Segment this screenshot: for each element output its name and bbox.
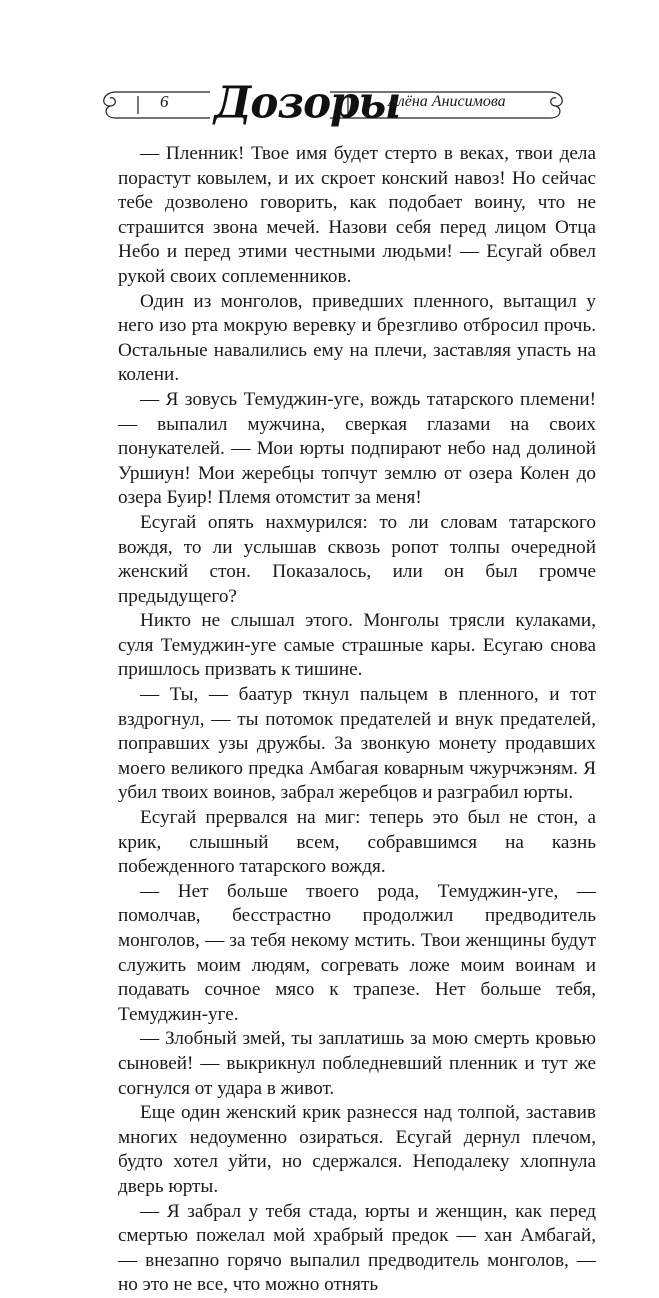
running-header [98,76,566,132]
paragraph: — Ты, — баатур ткнул пальцем в пленного, и тот вздрогнул, — ты потомок предателей и внук предателей, поправших узы дружбы. За звонкую монету продавших моего великого предка Амбагая коварным чжурчжэням. Я убил твоих воинов, забрал жеребцов и разграбил юрты. [118,684,596,804]
paragraph: Есугай прервался на миг: теперь это был не стон, а крик, слышный всем, собравшимся на казнь побежденного татарского вождя. [118,807,596,878]
series-logo: Дозоры [214,76,401,129]
paragraph: — Пленник! Твое имя будет стерто в веках, твои дела порастут ковылем, и их скроет конский навоз! Но сейчас тебе дозволено говорить, как подобает воину, что не страшится звона мечей. Назови себя перед лицом Отца Небо и перед этими честными людьми! — Есугай обвел рукой своих соплеменников. [118,143,596,287]
body-text [118,142,596,1298]
paragraph: — Я зовусь Темуджин-уге, вождь татарского племени! — выпалил мужчина, сверкая глазами на своих понукателей. — Мои юрты подпирают небо над долиной Уршиун! Мои жеребцы топчут землю от озера Колен до озера Буир! Племя отомстит за меня! [118,388,596,509]
page-number: 6 [160,92,169,111]
paragraph: Один из монголов, приведших пленного, вытащил у него изо рта мокрую веревку и брезгливо отбросил прочь. Остальные навалились ему на плечи, заставляя упасть на колени. [118,290,596,386]
paragraph: Есугай опять нахмурился: то ли словам татарского вождя, то ли услышав сквозь ропот толпы очередной женский стон. Показалось, или он был громче предыдущего? [118,511,596,607]
paragraph: — Я забрал у тебя стада, юрты и женщин, как перед смертью пожелал мой храбрый предок — хан Амбагай, — внезапно горячо выпалил предводитель монголов, — но это не все, что можно отнять [118,1200,596,1296]
paragraph: — Нет больше твоего рода, Темуджин-уге, — помолчав, бесстрастно продолжил предводитель монголов, — за тебя некому мстить. Твои женщины будут служить моим людям, согревать ложе моим воинам и подавать сочное мясо к трапезе. Нет больше тебя, Темуджин-уге. [118,880,596,1025]
paragraph: Еще один женский крик разнесся над толпой, заставив многих недоуменно озираться. Есугай дернул плечом, будто хотел уйти, но сдержался. Неподалеку хлопнула дверь юрты. [118,1102,596,1197]
paragraph: Никто не слышал этого. Монголы трясли кулаками, суля Темуджин-уге самые страшные кары. Есугаю снова пришлось призвать к тишине. [118,610,596,681]
paragraph: — Злобный змей, ты заплатишь за мою смерть кровью сыновей! — выкрикнул побледневший пленник и тут же согнулся от удара в живот. [118,1028,596,1099]
author-name: Алёна Анисимова [388,93,506,110]
